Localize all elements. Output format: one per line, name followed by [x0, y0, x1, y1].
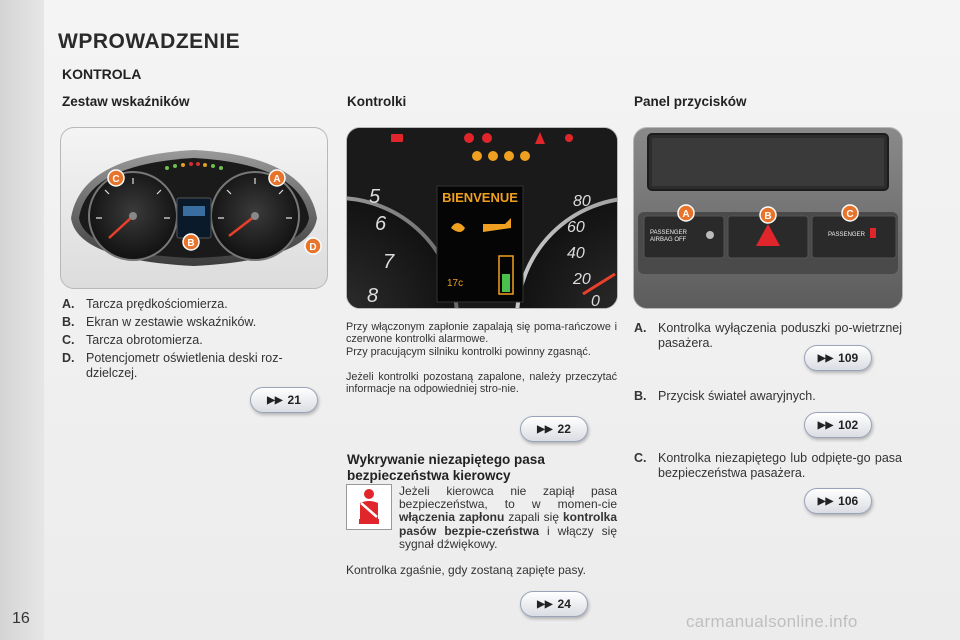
airbag-label-line1: PASSENGER — [650, 230, 687, 236]
speed-number-80: 80 — [573, 193, 591, 210]
forward-arrow-icon: ▶▶ — [817, 495, 834, 507]
tach-number-7: 7 — [383, 251, 395, 273]
callout-a: A — [273, 174, 281, 185]
page-ref-106[interactable]: ▶▶ 106 — [804, 488, 872, 514]
panel-callout-b: B — [764, 211, 772, 222]
gauges-heading: Zestaw wskaźników — [62, 94, 190, 109]
belt-heading: Wykrywanie niezapiętego pasa bezpieczeństwa kierowcy — [347, 452, 545, 483]
instrument-cluster-image — [60, 127, 328, 289]
seatbelt-warning-icon — [346, 484, 392, 530]
speed-number-40: 40 — [567, 245, 585, 262]
page-ref-24[interactable]: ▶▶ 24 — [520, 591, 588, 617]
list-item: C. Tarcza obrotomierza. — [62, 333, 203, 347]
gauges-legend-list — [62, 297, 330, 384]
forward-arrow-icon: ▶▶ — [537, 423, 553, 435]
tach-number-8: 8 — [367, 285, 379, 307]
section-title: KONTROLA — [62, 66, 142, 82]
display-temperature: 17c — [447, 278, 464, 289]
callout-c: C — [112, 174, 120, 185]
belt-paragraph-2: Kontrolka zgaśnie, gdy zostaną zapięte pasy. — [346, 563, 586, 577]
forward-arrow-icon: ▶▶ — [537, 598, 553, 610]
speed-number-0: 0 — [591, 293, 600, 308]
passenger-label: PASSENGER — [828, 232, 865, 238]
panel-item-c: C. Kontrolka niezapiętego lub odpięte-go pasa bezpieczeństwa pasażera. — [634, 451, 902, 480]
forward-arrow-icon: ▶▶ — [817, 352, 834, 364]
tach-number-5: 5 — [369, 186, 381, 208]
list-item: A. Tarcza prędkościomierza. — [62, 297, 228, 311]
display-welcome-text: BIENVENUE — [442, 190, 518, 205]
speed-number-60: 60 — [567, 219, 585, 236]
panel-callout-a: A — [682, 209, 690, 220]
speed-number-20: 20 — [573, 271, 591, 288]
airbag-label-line2: AIRBAG OFF — [650, 237, 687, 243]
list-item: D. Potencjometr oświetlenia deski roz-dzielczej. — [62, 351, 283, 380]
page-ref-22[interactable]: ▶▶ 22 — [520, 416, 588, 442]
page-ref-102[interactable]: ▶▶ 102 — [804, 412, 872, 438]
lights-paragraph-3: Jeżeli kontrolki pozostaną zapalone, należy przeczytać informacje na odpowiedniej stro-nie. — [346, 371, 617, 395]
panel-heading: Panel przycisków — [634, 94, 747, 109]
lights-paragraph-2: Przy pracującym silniku kontrolki powinny zgasnąć. — [346, 346, 591, 358]
chapter-title: WPROWADZENIE — [58, 30, 241, 53]
tach-number-6: 6 — [375, 213, 387, 235]
lights-paragraph-1: Przy włączonym zapłonie zapalają się poma-rańczowe i czerwone kontrolki alarmowe. — [346, 321, 617, 345]
list-item: B. Ekran w zestawie wskaźników. — [62, 315, 257, 329]
forward-arrow-icon: ▶▶ — [267, 394, 283, 406]
lights-heading: Kontrolki — [347, 94, 407, 109]
button-panel-image — [633, 127, 903, 309]
belt-paragraph-1: Jeżeli kierowca nie zapiął pasa bezpieczeństwa, to w momen-cie włączenia zapłonu zapali się kontrolka pasów bezpie-czeństwa i włączy się sygnał dźwiękowy. — [399, 484, 618, 551]
panel-callout-c: C — [846, 209, 854, 220]
panel-item-b: B. Przycisk świateł awaryjnych. — [634, 389, 816, 403]
page-margin — [0, 0, 44, 640]
page-number: 16 — [12, 610, 30, 627]
warning-lights-image — [346, 127, 618, 309]
callout-d: D — [309, 242, 317, 253]
page-ref-109[interactable]: ▶▶ 109 — [804, 345, 872, 371]
callout-b: B — [187, 238, 195, 249]
page-ref-21[interactable]: ▶▶ 21 — [250, 387, 318, 413]
panel-item-a: A. Kontrolka wyłączenia poduszki po-wietrznej pasażera. — [634, 321, 902, 350]
forward-arrow-icon: ▶▶ — [817, 419, 834, 431]
watermark: carmanualsonline.info — [686, 612, 858, 631]
